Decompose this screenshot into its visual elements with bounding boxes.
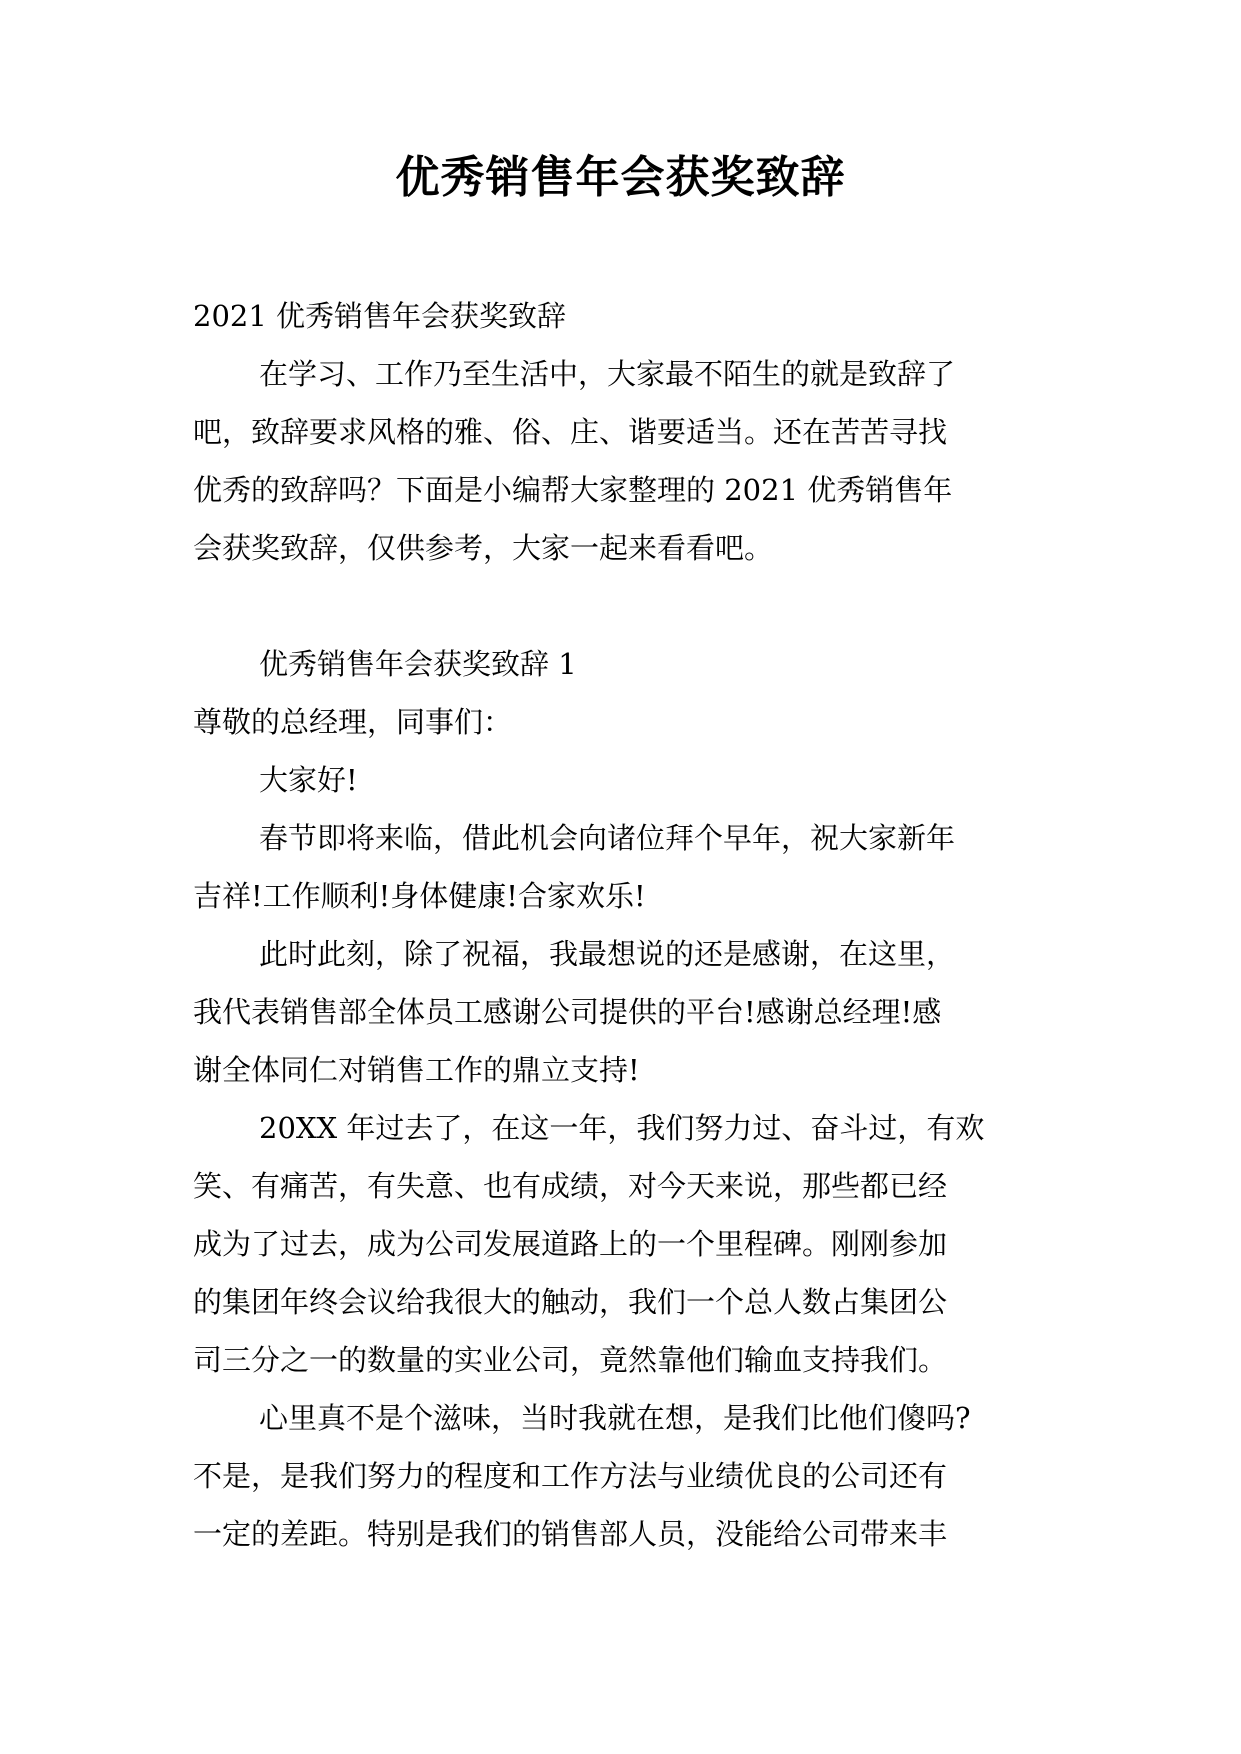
intro-line: 在学习、工作乃至生活中，大家最不陌生的就是致辞了	[259, 357, 956, 391]
paragraph-line: 我代表销售部全体员工感谢公司提供的平台!感谢总经理!感	[193, 995, 942, 1029]
section-heading: 优秀销售年会获奖致辞 1	[259, 647, 577, 681]
greeting: 大家好!	[259, 763, 358, 797]
paragraph-line: 此时此刻，除了祝福，我最想说的还是感谢，在这里，	[259, 937, 956, 971]
paragraph-line: 成为了过去，成为公司发展道路上的一个里程碑。刚刚参加	[193, 1227, 948, 1261]
paragraph-line: 心里真不是个滋味，当时我就在想，是我们比他们傻吗?	[259, 1401, 971, 1435]
paragraph-line: 吉祥!工作顺利!身体健康!合家欢乐!	[193, 879, 646, 913]
salutation: 尊敬的总经理，同事们：	[193, 705, 513, 739]
intro-line: 优秀的致辞吗？下面是小编帮大家整理的 2021 优秀销售年	[193, 473, 953, 507]
paragraph-line: 司三分之一的数量的实业公司，竟然靠他们输血支持我们。	[193, 1343, 948, 1377]
paragraph-line: 的集团年终会议给我很大的触动，我们一个总人数占集团公	[193, 1285, 948, 1319]
paragraph-line: 20XX 年过去了，在这一年，我们努力过、奋斗过，有欢	[259, 1111, 985, 1145]
paragraph-line: 一定的差距。特别是我们的销售部人员，没能给公司带来丰	[193, 1517, 948, 1551]
paragraph-line: 不是，是我们努力的程度和工作方法与业绩优良的公司还有	[193, 1459, 948, 1493]
paragraph-line: 谢全体同仁对销售工作的鼎立支持!	[193, 1053, 640, 1087]
paragraph-line: 春节即将来临，借此机会向诸位拜个早年，祝大家新年	[259, 821, 956, 855]
intro-line: 吧，致辞要求风格的雅、俗、庄、谐要适当。还在苦苦寻找	[193, 415, 948, 449]
subtitle: 2021 优秀销售年会获奖致辞	[193, 299, 567, 333]
paragraph-gap	[193, 577, 1053, 635]
document-body	[193, 287, 1053, 1563]
page-title: 优秀销售年会获奖致辞	[395, 152, 846, 203]
intro-line: 会获奖致辞，仅供参考，大家一起来看看吧。	[193, 531, 774, 565]
paragraph-line: 笑、有痛苦，有失意、也有成绩，对今天来说，那些都已经	[193, 1169, 948, 1203]
